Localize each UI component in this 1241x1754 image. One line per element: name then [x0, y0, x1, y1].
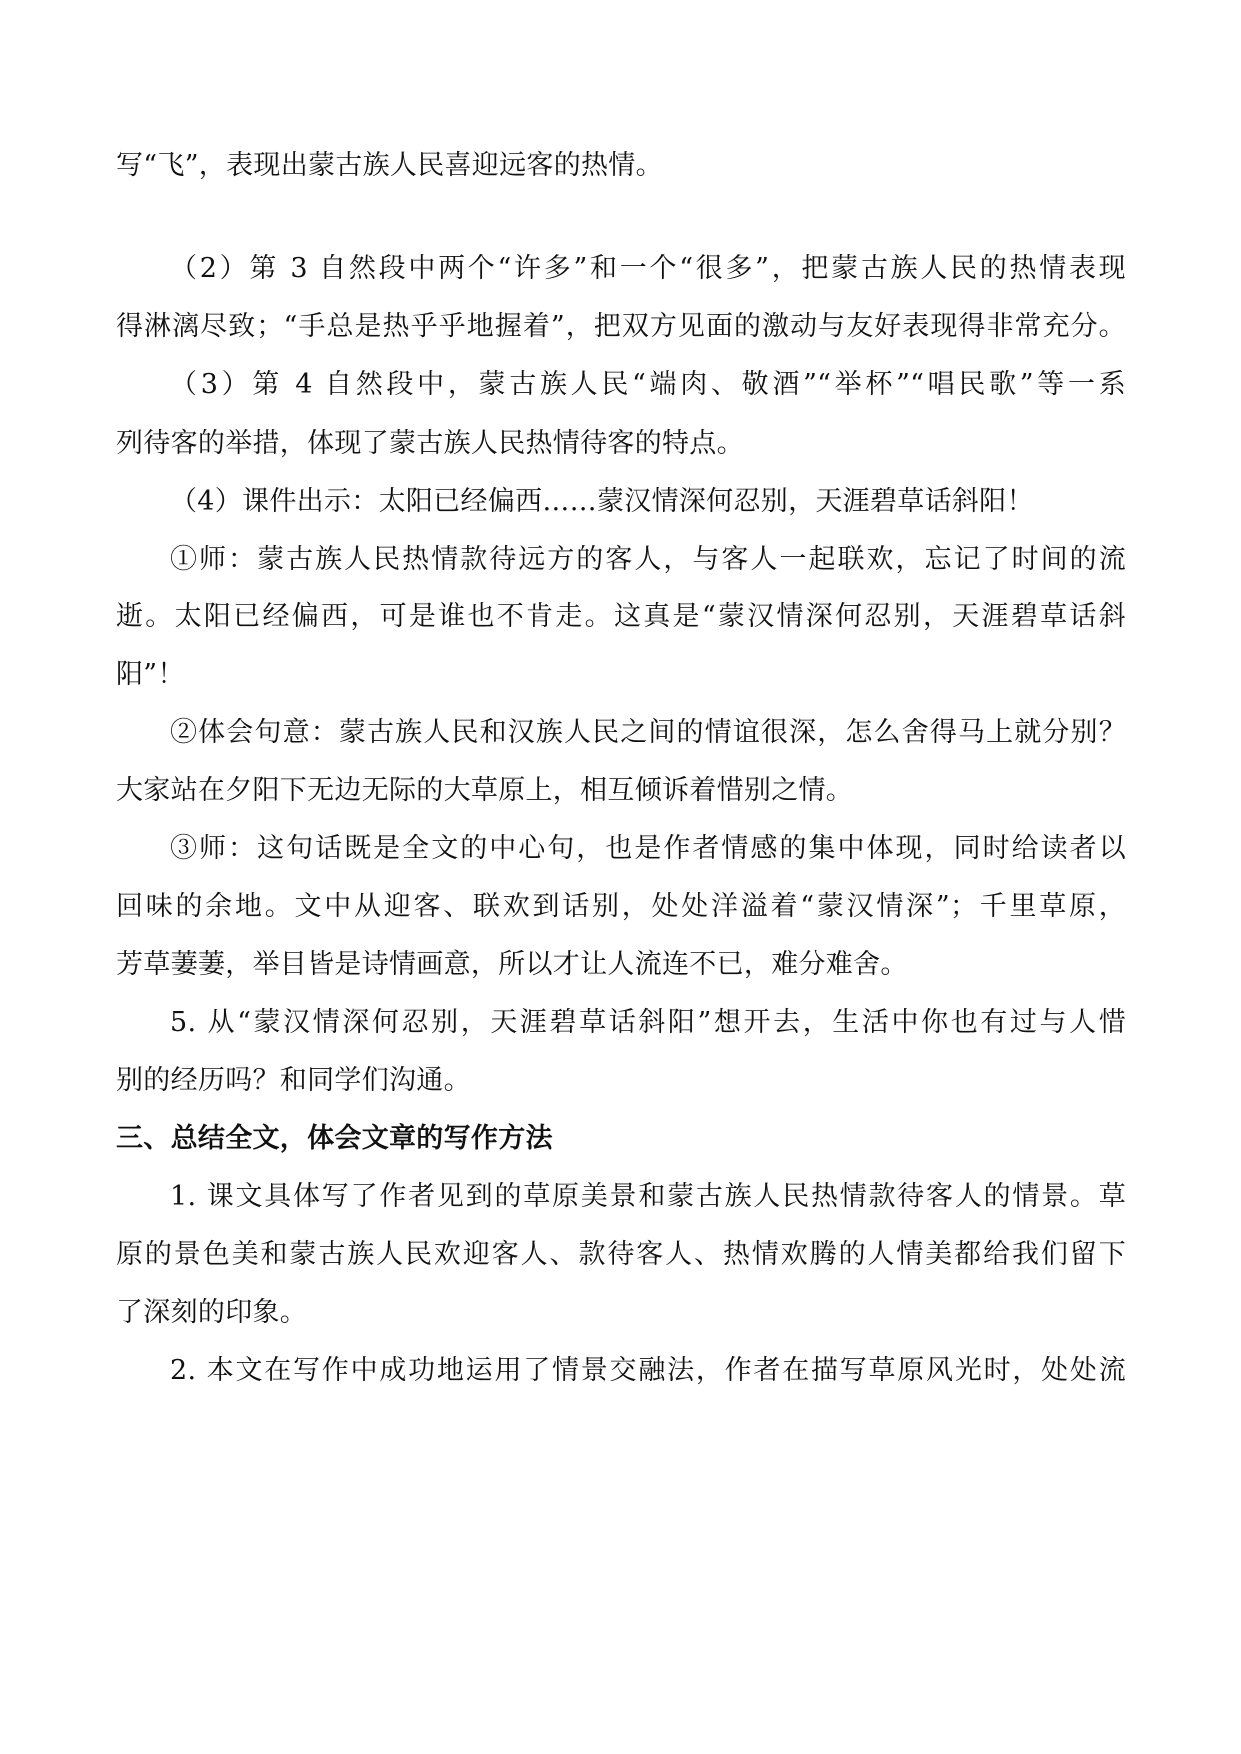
text-line: 写“飞”，表现出蒙古族人民喜迎远客的热情。: [116, 150, 663, 181]
text-line: （3）第 4 自然段中，蒙古族人民“端肉、敬酒”“举杯”“唱民歌”等一系: [170, 369, 1126, 400]
text-line: ③师：这句话既是全文的中心句，也是作者情感的集中体现，同时给读者以: [170, 833, 1126, 864]
text-line: ①师：蒙古族人民热情款待远方的客人，与客人一起联欢，忘记了时间的流: [170, 544, 1126, 575]
text-line: 列待客的举措，体现了蒙古族人民热情待客的特点。: [116, 428, 744, 459]
text-line: 了深刻的印象。: [116, 1297, 308, 1328]
text-line: ②体会句意：蒙古族人民和汉族人民之间的情谊很深，怎么舍得马上就分别？: [170, 717, 1126, 748]
text-line: 回味的余地。文中从迎客、联欢到话别，处处洋溢着“蒙汉情深”；千里草原，: [116, 891, 1126, 922]
text-line: 别的经历吗？和同学们沟通。: [116, 1065, 471, 1096]
text-line: 2. 本文在写作中成功地运用了情景交融法，作者在描写草原风光时，处处流: [170, 1355, 1126, 1386]
text-line: 芳草萋萋，举目皆是诗情画意，所以才让人流连不已，难分难舍。: [116, 949, 908, 980]
text-line: 5. 从“蒙汉情深何忍别，天涯碧草话斜阳”想开去，生活中你也有过与人惜: [170, 1007, 1126, 1038]
text-line: 原的景色美和蒙古族人民欢迎客人、款待客人、热情欢腾的人情美都给我们留下: [116, 1239, 1126, 1270]
section-heading: 三、总结全文，体会文章的写作方法: [116, 1123, 553, 1154]
text-line: 阳”！: [116, 659, 185, 690]
text-line: 逝。太阳已经偏西，可是谁也不肯走。这真是“蒙汉情深何忍别，天涯碧草话斜: [116, 601, 1126, 632]
text-line: 大家站在夕阳下无边无际的大草原上，相互倾诉着惜别之情。: [116, 775, 854, 806]
text-line: （2）第 3 自然段中两个“许多”和一个“很多”，把蒙古族人民的热情表现: [170, 253, 1126, 284]
text-line: （4）课件出示：太阳已经偏西……蒙汉情深何忍别，天涯碧草话斜阳！: [170, 486, 1034, 517]
text-line: 得淋漓尽致；“手总是热乎乎地握着”，把双方见面的激动与友好表现得非常充分。: [116, 311, 1126, 342]
text-line: 1. 课文具体写了作者见到的草原美景和蒙古族人民热情款待客人的情景。草: [170, 1181, 1126, 1212]
